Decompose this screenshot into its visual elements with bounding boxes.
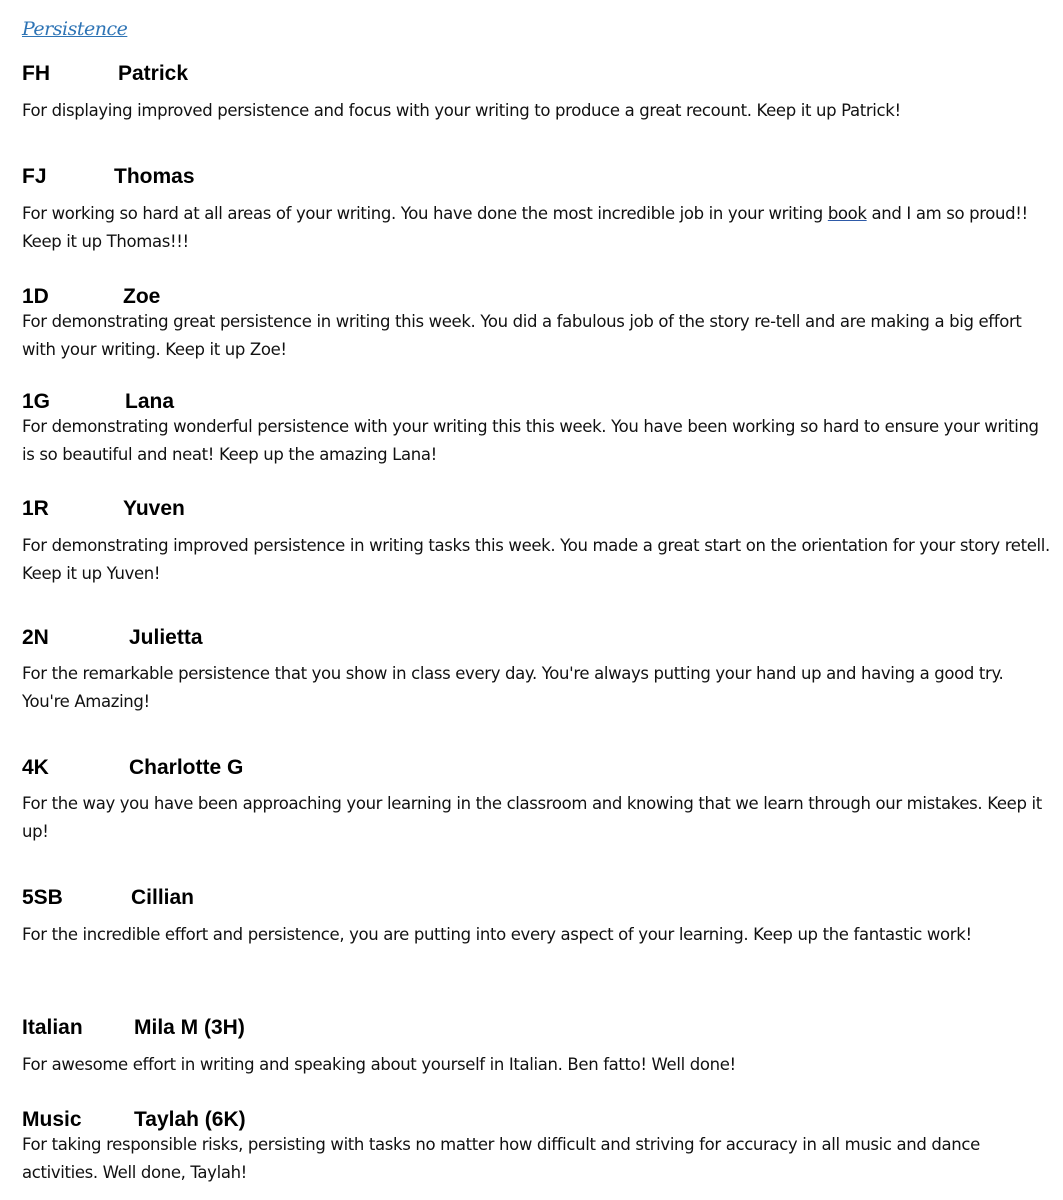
class-label: Music bbox=[22, 1108, 82, 1131]
persistence-heading-link[interactable]: Persistence bbox=[22, 18, 128, 40]
class-label: Italian bbox=[22, 1016, 83, 1039]
award-header bbox=[22, 886, 195, 910]
award-citation: For the remarkable persistence that you show in class every day. You're always putting your hand up and having a good try. You're Amazing! bbox=[22, 664, 1004, 711]
award-citation: For awesome effort in writing and speaking about yourself in Italian. Ben fatto! Well done! bbox=[22, 1055, 736, 1074]
class-label: 2N bbox=[22, 626, 49, 649]
student-name: Patrick bbox=[118, 62, 189, 85]
grammar-flagged-word[interactable]: book bbox=[827, 204, 867, 223]
award-header bbox=[22, 626, 203, 650]
award-header bbox=[22, 62, 189, 86]
class-label: 1D bbox=[22, 285, 49, 308]
citation-text-end: and I am so proud!! Keep it up Thomas!!! bbox=[22, 204, 1028, 251]
student-name: Julietta bbox=[129, 626, 203, 649]
citation-text-start: For working so hard at all areas of your writing. You have done the most incredible job in your writing bbox=[22, 204, 828, 223]
student-name: Taylah (6K) bbox=[134, 1108, 246, 1131]
award-citation: For taking responsible risks, persisting with tasks no matter how difficult and striving for accuracy in all music and dance activities. Well done, Taylah! bbox=[22, 1135, 980, 1182]
award-header bbox=[22, 285, 161, 309]
award-citation: For demonstrating improved persistence in writing tasks this week. You made a great start on the orientation for your story retell. Keep it up Yuven! bbox=[22, 536, 1050, 583]
award-citation: For the way you have been approaching your learning in the classroom and knowing that we learn through our mistakes. Keep it up! bbox=[22, 794, 1042, 841]
class-label: FJ bbox=[22, 165, 47, 188]
student-name: Thomas bbox=[114, 165, 195, 188]
class-label: 1R bbox=[22, 497, 49, 520]
student-name: Zoe bbox=[123, 285, 161, 308]
class-label: 4K bbox=[22, 756, 49, 779]
student-name: Lana bbox=[125, 390, 175, 413]
award-header bbox=[22, 1016, 245, 1040]
student-name: Mila M (3H) bbox=[134, 1016, 245, 1039]
student-name: Cillian bbox=[131, 886, 195, 909]
award-citation: For displaying improved persistence and focus with your writing to produce a great recount. Keep it up Patrick! bbox=[22, 101, 901, 120]
class-label: 5SB bbox=[22, 886, 63, 909]
award-header bbox=[22, 497, 185, 521]
award-citation: For demonstrating wonderful persistence with your writing this this week. You have been working so hard to ensure your writing is so beautiful and neat! Keep up the amazing Lana! bbox=[22, 417, 1039, 464]
class-label: FH bbox=[22, 62, 50, 85]
award-citation bbox=[22, 200, 1052, 256]
student-name: Charlotte G bbox=[129, 756, 244, 779]
award-citation: For the incredible effort and persistence, you are putting into every aspect of your learning. Keep up the fantastic work! bbox=[22, 925, 972, 944]
award-citation: For demonstrating great persistence in writing this week. You did a fabulous job of the story re-tell and are making a big effort with your writing. Keep it up Zoe! bbox=[22, 312, 1022, 359]
award-header bbox=[22, 1108, 246, 1132]
student-name: Yuven bbox=[123, 497, 185, 520]
award-header bbox=[22, 756, 244, 780]
award-header bbox=[22, 165, 195, 189]
class-label: 1G bbox=[22, 390, 51, 413]
award-header bbox=[22, 390, 175, 414]
